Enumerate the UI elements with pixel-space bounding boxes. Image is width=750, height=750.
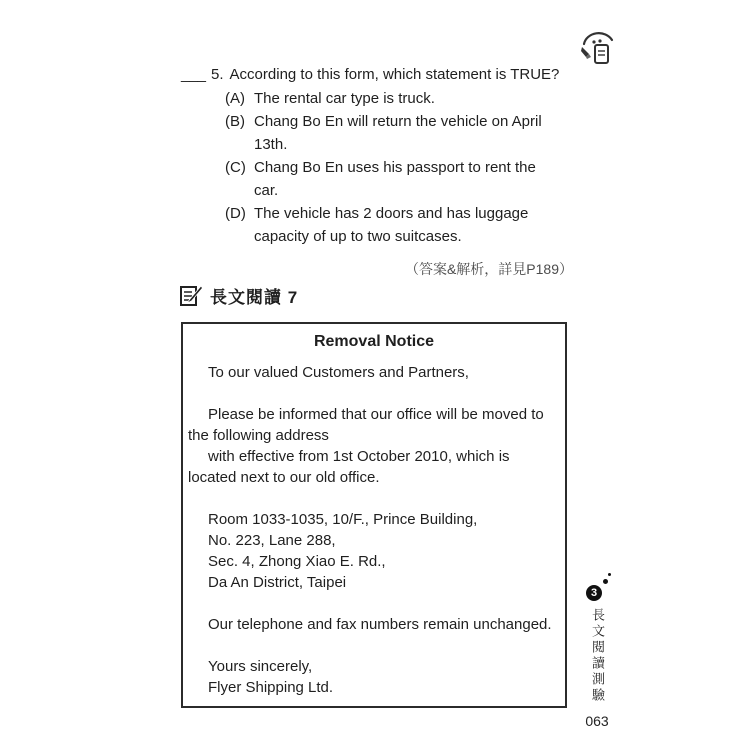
notice-line: the following address — [188, 427, 329, 444]
notice-signature: Flyer Shipping Ltd. — [208, 679, 334, 696]
question-number: 5. — [211, 66, 224, 83]
badge-dot — [603, 579, 608, 584]
notice-address-line: No. 223, Lane 288, — [208, 532, 336, 549]
page-number: 063 — [585, 713, 609, 729]
notice-line: with effective from 1st October 2010, which is — [208, 448, 510, 465]
notice-line: located next to our old office. — [188, 469, 380, 486]
option-line: capacity of up to two suitcases. — [254, 228, 462, 245]
notice-line: Please be informed that our office will be moved to — [208, 406, 544, 423]
options-list — [225, 87, 573, 248]
chapter-vertical-title: 長文閱讀測驗 — [590, 608, 605, 704]
removal-notice-box — [181, 322, 567, 708]
spacer — [188, 488, 560, 509]
option-label: (C) — [225, 159, 246, 176]
option-line: Chang Bo En will return the vehicle on April — [254, 113, 542, 130]
section-title: 長文閱讀 7 — [210, 288, 299, 307]
spacer — [188, 635, 560, 656]
pencil-note-icon — [179, 284, 203, 308]
notice-closing: Yours sincerely, — [208, 658, 313, 675]
answer-blank: ___ — [181, 66, 207, 83]
spacer — [188, 383, 560, 404]
option-line: The vehicle has 2 doors and has luggage — [254, 205, 529, 222]
question-text: According to this form, which statement is TRUE? — [229, 66, 560, 83]
chapter-sidebar — [578, 572, 616, 729]
option-c — [225, 156, 573, 202]
option-text — [254, 110, 573, 156]
answer-reference: （答案&解析，詳見P189） — [404, 261, 573, 277]
badge-dot — [608, 573, 611, 576]
option-d — [225, 202, 573, 248]
notice-address-line: Sec. 4, Zhong Xiao E. Rd., — [208, 553, 386, 570]
section-header — [179, 283, 298, 308]
option-label: (A) — [225, 90, 245, 107]
notice-phone-line: Our telephone and fax numbers remain unchanged. — [208, 616, 552, 633]
writing-stamp-icon — [578, 27, 620, 71]
question-block — [181, 63, 573, 279]
option-line: 13th. — [254, 136, 288, 153]
option-text — [254, 87, 573, 110]
option-a — [225, 87, 573, 110]
notice-title: Removal Notice — [313, 333, 435, 350]
notice-salutation: To our valued Customers and Partners, — [208, 364, 469, 381]
option-label: (B) — [225, 113, 245, 130]
chapter-number: 3 — [586, 585, 602, 601]
notice-address-line: Da An District, Taipei — [208, 574, 347, 591]
option-text — [254, 156, 573, 202]
option-line: The rental car type is truck. — [254, 90, 435, 107]
notice-address-line: Room 1033-1035, 10/F., Prince Building, — [208, 511, 478, 528]
option-line: Chang Bo En uses his passport to rent the — [254, 159, 536, 176]
option-line: car. — [254, 182, 279, 199]
option-label: (D) — [225, 205, 246, 222]
option-b — [225, 110, 573, 156]
option-text — [254, 202, 573, 248]
question-line — [181, 63, 573, 87]
chapter-number-badge — [583, 572, 611, 604]
spacer — [188, 593, 560, 614]
